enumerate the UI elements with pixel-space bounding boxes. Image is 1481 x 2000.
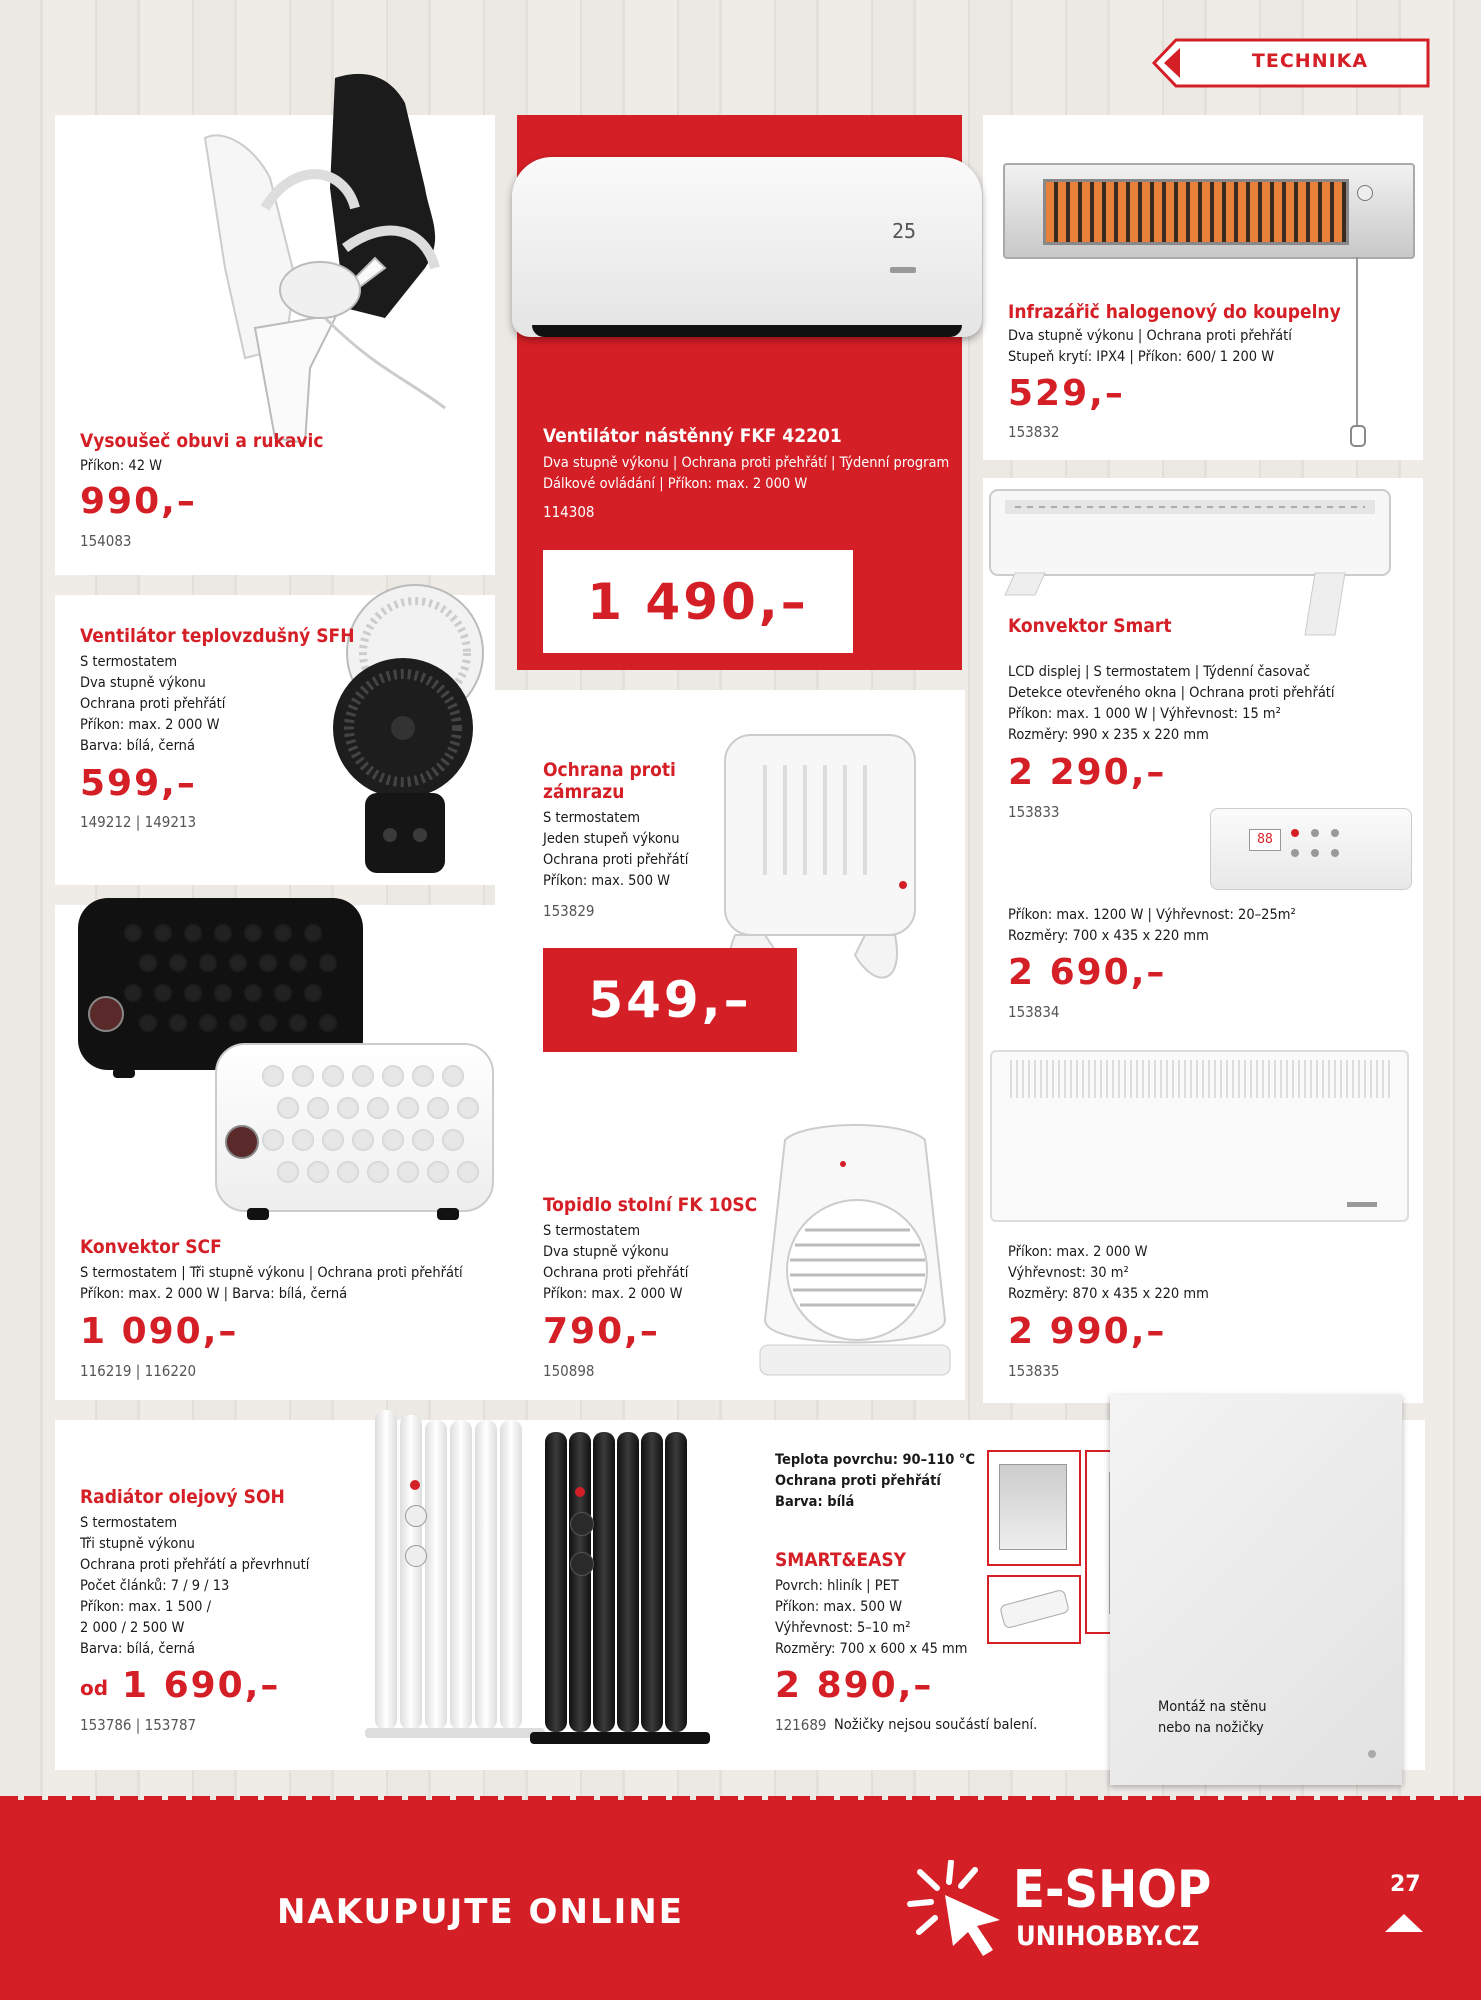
fan-heater-spec-2: Dva stupně výkonu xyxy=(80,675,206,691)
convector-scf-price: 1 090,– xyxy=(80,1311,239,1352)
frost-price-box xyxy=(543,948,797,1052)
fan-heater-spec-4: Příkon: max. 2 000 W xyxy=(80,717,220,733)
grille-hole xyxy=(153,923,173,943)
grille-hole xyxy=(412,1065,434,1087)
grille-hole xyxy=(442,1129,464,1151)
convector-scf-code: 116219 | 116220 xyxy=(80,1362,197,1380)
grille-hole xyxy=(442,1065,464,1087)
frost-code: 153829 xyxy=(543,902,595,920)
grille-hole xyxy=(277,1161,299,1183)
convector-3-spec-3: Rozměry: 870 x 435 x 220 mm xyxy=(1008,1286,1209,1302)
convector-3-spec-2: Výhřevnost: 30 m² xyxy=(1008,1265,1129,1281)
eshop-link[interactable]: E-SHOP xyxy=(1013,1860,1212,1920)
brand-logo xyxy=(890,267,916,273)
panel-heater-mount-2: nebo na nožičky xyxy=(1158,1720,1264,1736)
grille-hole xyxy=(322,1065,344,1087)
pull-cord xyxy=(1356,257,1358,432)
panel-heater-brand: SMART&EASY xyxy=(775,1549,907,1571)
panel-heater-back-image xyxy=(987,1450,1081,1566)
grille-hole xyxy=(123,983,143,1003)
panel-heater-mount-1: Montáž na stěnu xyxy=(1158,1699,1267,1715)
convector-2-spec-1: Příkon: max. 1200 W | Výhřevnost: 20–25m² xyxy=(1008,907,1296,923)
infrared-name: Infrazářič halogenový do koupelny xyxy=(1008,301,1341,323)
table-heater-name: Topidlo stolní FK 10SC xyxy=(543,1194,758,1216)
eshop-domain[interactable]: UNIHOBBY.CZ xyxy=(1016,1921,1200,1952)
wall-fan-price: 1 490,– xyxy=(587,572,809,631)
grille-hole xyxy=(228,1013,248,1033)
convector-3-code: 153835 xyxy=(1008,1362,1060,1380)
convector-smart-name: Konvektor Smart xyxy=(1008,615,1172,637)
frost-price: 549,– xyxy=(588,971,752,1029)
table-heater-spec-3: Ochrana proti přehřátí xyxy=(543,1265,689,1281)
table-heater-spec-4: Příkon: max. 2 000 W xyxy=(543,1286,683,1302)
grille-hole xyxy=(243,923,263,943)
grille-hole xyxy=(457,1161,479,1183)
grille-hole xyxy=(168,1013,188,1033)
arrow-up-icon xyxy=(1383,1912,1425,1934)
frost-name xyxy=(543,759,703,803)
cursor-click-icon xyxy=(905,1860,1010,1960)
convector-smart-spec-4: Rozměry: 990 x 235 x 220 mm xyxy=(1008,727,1209,743)
panel-heater-spec-3: Výhřevnost: 5–10 m² xyxy=(775,1620,911,1636)
grille-hole xyxy=(123,923,143,943)
oil-radiator-spec-1: S termostatem xyxy=(80,1515,178,1531)
convector-smart-spec-3: Příkon: max. 1 000 W | Výhřevnost: 15 m² xyxy=(1008,706,1281,722)
grille-hole xyxy=(288,1013,308,1033)
wall-fan-price-box xyxy=(543,550,853,653)
convector-2-code: 153834 xyxy=(1008,1003,1060,1021)
convector-2-spec-2: Rozměry: 700 x 435 x 220 mm xyxy=(1008,928,1209,944)
shoe-dryer-image xyxy=(145,68,485,453)
footer-banner xyxy=(0,1800,1481,2000)
grille-hole xyxy=(307,1161,329,1183)
convector-scf-spec-2: Příkon: max. 2 000 W | Barva: bílá, černá xyxy=(80,1286,348,1302)
shoe-dryer-name: Vysoušeč obuvi a rukavic xyxy=(80,430,324,452)
grille-hole xyxy=(183,983,203,1003)
oil-radiator-spec-7: Barva: bílá, černá xyxy=(80,1641,195,1657)
oil-radiator-price: 1 690,– xyxy=(122,1665,281,1706)
grille-hole xyxy=(262,1129,284,1151)
convector-smart-price: 2 290,– xyxy=(1008,752,1167,793)
footer-slogan: NAKUPUJTE ONLINE xyxy=(277,1892,684,1932)
panel-heater-remote-image xyxy=(987,1575,1081,1644)
convector-3-image xyxy=(990,1050,1409,1222)
convector-smart-spec-2: Detekce otevřeného okna | Ochrana proti přehřátí xyxy=(1008,685,1335,701)
convector-3-price: 2 990,– xyxy=(1008,1311,1167,1352)
frost-name-line-1: Ochrana proti xyxy=(543,759,676,781)
shoe-dryer-code: 154083 xyxy=(80,532,132,550)
panel-heater-spec-1: Povrch: hliník | PET xyxy=(775,1578,899,1594)
panel-heater-code: 121689 xyxy=(775,1716,827,1734)
grille-hole xyxy=(243,983,263,1003)
infrared-price: 529,– xyxy=(1008,373,1125,414)
grille-hole xyxy=(292,1065,314,1087)
fan-heater-spec-3: Ochrana proti přehřátí xyxy=(80,696,226,712)
grille-hole xyxy=(427,1097,449,1119)
grille-hole xyxy=(292,1129,314,1151)
infrared-spec-2: Stupeň krytí: IPX4 | Příkon: 600/ 1 200 W xyxy=(1008,349,1275,365)
oil-radiator-spec-6: 2 000 / 2 500 W xyxy=(80,1620,185,1636)
oil-radiator-spec-3: Ochrana proti přehřátí a převrhnutí xyxy=(80,1557,310,1573)
footer-torn-edge xyxy=(0,1796,1481,1806)
grille-hole xyxy=(258,953,278,973)
convector-2-price: 2 690,– xyxy=(1008,952,1167,993)
grille-hole xyxy=(213,983,233,1003)
grille-hole xyxy=(273,923,293,943)
panel-heater-top-spec-2: Ochrana proti přehřátí xyxy=(775,1473,941,1489)
convector-scf-white-image xyxy=(215,1043,494,1212)
grille-hole xyxy=(303,983,323,1003)
grille-hole xyxy=(367,1161,389,1183)
wall-fan-spec-1: Dva stupně výkonu | Ochrana proti přehřátí | Týdenní program xyxy=(543,455,950,471)
grille-hole xyxy=(322,1129,344,1151)
frost-spec-3: Ochrana proti přehřátí xyxy=(543,852,689,868)
oil-radiator-name: Radiátor olejový SOH xyxy=(80,1486,285,1508)
grille-hole xyxy=(318,1013,338,1033)
grille-hole xyxy=(382,1129,404,1151)
grille-hole xyxy=(352,1065,374,1087)
wall-fan-code: 114308 xyxy=(543,503,595,521)
category-label: TECHNIKA xyxy=(1251,50,1369,72)
panel-heater-top-spec-1: Teplota povrchu: 90–110 °C xyxy=(775,1452,976,1468)
convector-scf-name: Konvektor SCF xyxy=(80,1236,222,1258)
infrared-heater-image xyxy=(1003,163,1415,259)
fan-heater-spec-1: S termostatem xyxy=(80,654,178,670)
frost-spec-4: Příkon: max. 500 W xyxy=(543,873,671,889)
grille-hole xyxy=(138,1013,158,1033)
oil-radiator-code: 153786 | 153787 xyxy=(80,1716,197,1734)
panel-heater-spec-4: Rozměry: 700 x 600 x 45 mm xyxy=(775,1641,968,1657)
grille-hole xyxy=(262,1065,284,1087)
oil-radiator-spec-4: Počet článků: 7 / 9 / 13 xyxy=(80,1578,230,1594)
grille-hole xyxy=(213,923,233,943)
grille-hole xyxy=(337,1161,359,1183)
grille-hole xyxy=(397,1161,419,1183)
grille-hole xyxy=(277,1097,299,1119)
fan-heater-price: 599,– xyxy=(80,763,197,804)
grille-hole xyxy=(412,1129,434,1151)
fan-display: 25 xyxy=(892,219,917,243)
convector-scf-spec-1: S termostatem | Tři stupně výkonu | Ochrana proti přehřátí xyxy=(80,1265,463,1281)
grille-hole xyxy=(397,1097,419,1119)
fan-heater-code: 149212 | 149213 xyxy=(80,813,197,831)
oil-radiator-spec-5: Příkon: max. 1 500 / xyxy=(80,1599,211,1615)
grille-hole xyxy=(457,1097,479,1119)
table-heater-image xyxy=(755,1120,955,1390)
fan-heater-spec-5: Barva: bílá, černá xyxy=(80,738,195,754)
convector-control-panel-image xyxy=(1210,808,1412,890)
grille-hole xyxy=(228,953,248,973)
panel-heater-note: Nožičky nejsou součástí balení. xyxy=(834,1717,1038,1733)
frost-spec-2: Jeden stupeň výkonu xyxy=(543,831,680,847)
pull-cord-handle xyxy=(1350,425,1366,447)
table-heater-spec-2: Dva stupně výkonu xyxy=(543,1244,669,1260)
grille-hole xyxy=(352,1129,374,1151)
convector-3-spec-1: Příkon: max. 2 000 W xyxy=(1008,1244,1148,1260)
grille-hole xyxy=(258,1013,278,1033)
panel-heater-spec-2: Příkon: max. 500 W xyxy=(775,1599,903,1615)
oil-radiator-black-image xyxy=(545,1432,710,1752)
panel-heater-price: 2 890,– xyxy=(775,1665,934,1706)
wall-fan-spec-2: Dálkové ovládání | Příkon: max. 2 000 W xyxy=(543,476,808,492)
wall-fan-image xyxy=(512,157,982,337)
grille-hole xyxy=(307,1097,329,1119)
shoe-dryer-spec-1: Příkon: 42 W xyxy=(80,458,163,474)
grille-hole xyxy=(318,953,338,973)
oil-radiator-price-prefix: od xyxy=(80,1676,109,1700)
grille-hole xyxy=(153,983,173,1003)
fan-heater-name: Ventilátor teplovzdušný SFH xyxy=(80,625,355,647)
convector-smart-spec-1: LCD displej | S termostatem | Týdenní časovač xyxy=(1008,664,1311,680)
page-number: 27 xyxy=(1390,1872,1421,1897)
oil-radiator-spec-2: Tři stupně výkonu xyxy=(80,1536,195,1552)
grille-hole xyxy=(382,1065,404,1087)
grille-hole xyxy=(367,1097,389,1119)
table-heater-spec-1: S termostatem xyxy=(543,1223,641,1239)
shoe-dryer-price: 990,– xyxy=(80,481,197,522)
grille-hole xyxy=(337,1097,359,1119)
control-display: 88 xyxy=(1249,829,1281,851)
wall-fan-name: Ventilátor nástěnný FKF 42201 xyxy=(543,425,842,447)
grille-hole xyxy=(273,983,293,1003)
grille-hole xyxy=(198,1013,218,1033)
table-heater-code: 150898 xyxy=(543,1362,595,1380)
oil-radiator-white-image xyxy=(375,1410,555,1740)
grille-hole xyxy=(288,953,308,973)
grille-hole xyxy=(198,953,218,973)
grille-hole xyxy=(427,1161,449,1183)
frost-name-line-2: zámrazu xyxy=(543,781,625,803)
infrared-spec-1: Dva stupně výkonu | Ochrana proti přehřátí xyxy=(1008,328,1292,344)
infrared-code: 153832 xyxy=(1008,423,1060,441)
table-heater-price: 790,– xyxy=(543,1311,660,1352)
grille-hole xyxy=(303,923,323,943)
frost-spec-1: S termostatem xyxy=(543,810,641,826)
panel-heater-top-spec-3: Barva: bílá xyxy=(775,1494,855,1510)
grille-hole xyxy=(183,923,203,943)
grille-hole xyxy=(168,953,188,973)
convector-smart-code: 153833 xyxy=(1008,803,1060,821)
grille-hole xyxy=(138,953,158,973)
